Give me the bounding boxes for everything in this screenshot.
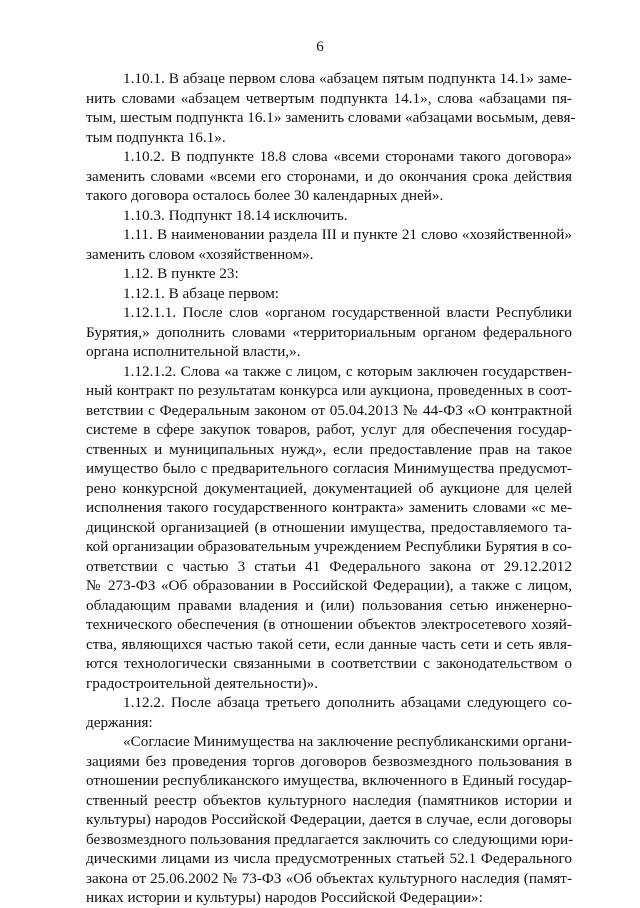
text-line: системе в сфере закупок товаров, работ, услуг для обеспечения государ- — [86, 421, 572, 438]
page-number: 6 — [316, 39, 324, 55]
document-body — [86, 69, 576, 908]
text-line: закона от 25.06.2002 № 73-ФЗ «Об объектах культурного наследия (памят- — [86, 869, 572, 887]
text-line: ветствии с Федеральным законом от 05.04.2013 № 44-ФЗ «О контрактной — [86, 401, 572, 419]
text-line: рено конкурсной документацией, документацией об аукционе для целей — [86, 479, 572, 497]
text-line: тым, шестым подпункта 16.1» заменить словами «абзацами восьмым, девя- — [86, 109, 576, 126]
text-line: ственных и муниципальных нужд», если предоставление прав на такое — [86, 440, 572, 458]
text-line: № 273-ФЗ «Об образовании в Российской Федерации), а также с лицом, — [86, 577, 572, 594]
text-line: ственный реестр объектов культурного наследия (памятников истории и — [86, 791, 572, 809]
text-line: такого договора осталось более 30 календарных дней». — [86, 187, 444, 204]
text-line: держания: — [86, 713, 153, 731]
text-line: безвозмездного пользования предлагается заключить со следующими юри- — [86, 830, 574, 848]
text-line: 1.10.3. Подпункт 18.14 исключить. — [123, 206, 348, 224]
text-line: «Согласие Минимущества на заключение республиканскими органи- — [123, 733, 572, 750]
text-line: заменить словами «всеми его сторонами, и до окончания срока действия — [86, 167, 572, 185]
text-line: заменить словом «хозяйственном». — [86, 245, 314, 263]
text-line: 1.10.2. В подпункте 18.8 слова «всеми сторонами такого договора» — [123, 148, 572, 165]
text-line: имущество было с предварительного согласия Минимущества предусмот- — [86, 460, 572, 477]
text-line: зациями без проведения торгов договоров безвозмездного пользования в — [86, 752, 572, 770]
text-line: кой организации образовательным учреждением Республики Бурятия в со- — [86, 538, 572, 555]
text-line: градостроительной деятельности)». — [86, 674, 319, 692]
text-line: культуры) народов Российской Федерации, дается в случае, если договоры — [86, 811, 572, 828]
text-line: тым подпункта 16.1». — [86, 128, 226, 146]
text-line: ответствии с частью 3 статьи 41 Федерального закона от 29.12.2012 — [86, 557, 572, 575]
text-line: 1.11. В наименовании раздела III и пункте 21 слово «хозяйственной» — [123, 226, 572, 243]
text-line: отношении республиканского имущества, включенного в Единый государ- — [86, 772, 572, 789]
text-line: ются технологически связанными в соответствии с законодательством о — [86, 655, 572, 672]
text-line: 1.10.1. В абзаце первом слова «абзацем пятым подпункта 14.1» заме- — [123, 70, 572, 87]
text-line: обладающим правами владения и (или) пользования сетью инженерно- — [86, 596, 572, 614]
text-line: дическими лицами из числа предусмотренных статьей 52.1 Федерального — [86, 850, 572, 867]
text-line: нить словами «абзацем четвертым подпункта 14.1», слова «абзацами пя- — [86, 89, 572, 107]
text-line: Бурятия,» дополнить словами «территориальным органом федерального — [86, 323, 572, 341]
text-line: ный контракт по результатам конкурса или аукциона, проведенных в соот- — [86, 382, 572, 399]
text-line: никах истории и культуры) народов Российской Федерации»: — [86, 889, 483, 906]
text-line: 1.12.1.2. Слова «а также с лицом, с которым заключен государствен- — [123, 362, 572, 380]
text-line: 1.12.1.1. После слов «органом государственной власти Республики — [123, 304, 572, 321]
text-line: технического обеспечения (в отношении объектов электросетевого хозяй- — [86, 616, 572, 633]
text-line: 1.12. В пункте 23: — [123, 265, 239, 282]
text-line: органа исполнительной власти,». — [86, 343, 301, 360]
text-line: ства, являющихся частью такой сети, если данные часть сети и сеть явля- — [86, 635, 572, 653]
text-line: 1.12.1. В абзаце первом: — [123, 284, 280, 302]
text-line: исполнения такого государственного контракта» заменить словами «с ме- — [86, 499, 572, 516]
text-line: дицинской организацией (в отношении имущества, предоставляемого та- — [86, 518, 572, 536]
text-line: 1.12.2. После абзаца третьего дополнить абзацами следующего со- — [123, 694, 572, 711]
